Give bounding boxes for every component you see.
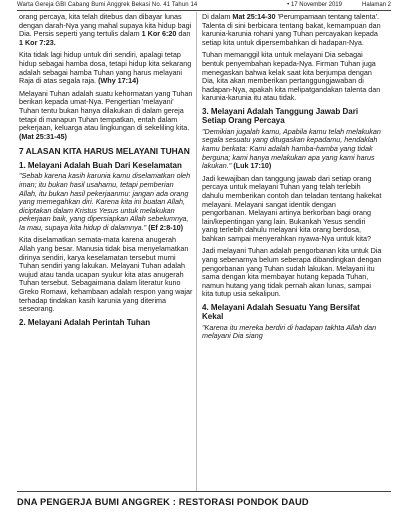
scripture-ref: (Mat 25:31-45) xyxy=(19,131,67,141)
paragraph xyxy=(19,90,193,142)
point-heading: 1. Melayani Adalah Buah Dari Keselamatan xyxy=(19,160,182,170)
body-text: orang percaya, kita telah ditebus dan dibayar lunas dengan darah-Nya yang mahal supaya kita hidup bagi Dia. Persis seperti yang tertulis dalam xyxy=(19,13,192,39)
scripture-ref: 1 Kor 7:23. xyxy=(19,37,56,47)
section-heading: 7 ALASAN KITA HARUS MELAYANI TUHAN xyxy=(19,146,190,157)
quote xyxy=(19,172,193,232)
body-text: Kita tidak lagi hidup untuk diri sendiri, apalagi tetap hidup sebagai hamba dosa, tetapi hidup kita sekarang adalah sebagai hamba Tuhan yang harus melayani Raja di atas segala raja. xyxy=(19,50,192,86)
body-text: 'Perumpamaan tentang talenta'. Talenta di sini berbicara tentang bakat, kemampuan dan karunia-karunia rohani yang Tuhan percayakan kepada setiap kita untuk dipersembahkan di hadapan-Nya. xyxy=(202,13,381,47)
point-heading: 2. Melayani Adalah Perintah Tuhan xyxy=(19,317,151,327)
page-header xyxy=(17,0,391,11)
scripture-ref: (Ef 2:8-10) xyxy=(148,222,183,232)
quote xyxy=(202,324,382,341)
column-divider xyxy=(196,12,197,492)
paragraph: Tuhan memanggil kita untuk melayani Dia sebagai bentuk penyembahan kepada-Nya. Firman Tuhan juga menegaskan bahwa kelak saat kita berjumpa dengan Dia, kita akan memberikan pertanggungjawaban di hadapan-Nya, apakah kita melipatgandakan talenta dan karunia-karunia itu atau tidak. xyxy=(202,50,381,103)
paragraph: Jadi kewajiban dan tanggung jawab dari setiap orang percaya untuk melayani Tuhan yang telah terlebih dahulu memberikan contoh dan teladan tentang hakekat melayani. Melayani sangat identik dengan pengorbanan. Melayani artinya berkorban bagi orang lain/kepentingan yang lain. Bukankah Yesus sendiri yang terlebih dahulu melayani kita orang berdosa, bahkan sampai menyerahkan nyawa-Nya untuk kita? xyxy=(202,173,382,243)
body-text: Melayani Tuhan adalah suatu kehormatan yang Tuhan berikan kepada umat-Nya. Pengertian 'melayani' Tuhan tentu bukan hanya dilakukan di dalam gereja tetapi di manapun Tuhan tempatkan, entah dalam pekerjaan, keluarga atau lingkungan di sekeliling kita. xyxy=(19,88,193,133)
page-footer: DNA PENGERJA BUMI ANGGREK : RESTORASI PONDOK DAUD xyxy=(17,497,309,507)
paragraph xyxy=(19,51,193,85)
point-heading: 3. Melayani Adalah Tanggung Jawab Dari Setiap Orang Percaya xyxy=(202,106,359,126)
footer-rule xyxy=(17,491,391,492)
quote-text: "Demikian jugalah kamu, Apabila kamu telah melakukan segala sesuatu yang ditugaskan kepadamu, hendaklah kamu berkata: Kami adalah hamba-hamba yang tidak berguna; kami hanya melakukan apa yang kami harus lakukan." xyxy=(202,126,381,171)
header-bullet: • xyxy=(287,2,290,8)
issue-date: 17 November 2019 xyxy=(290,2,342,8)
newsletter-title: Warta Gereja GBI Cabang Bumi Anggrek Bekasi No. 41 Tahun 14 xyxy=(17,2,198,8)
paragraph xyxy=(202,13,382,47)
quote xyxy=(202,128,382,171)
header-date xyxy=(287,0,342,10)
page-number: Halaman 2 xyxy=(361,2,391,8)
body-text: Di dalam xyxy=(202,13,231,21)
quote-text: "Sebab karena kasih karunia kamu diselamatkan oleh iman; itu bukan hasil usahamu, tetapi pemberian Allah, itu bukan hasil pekerjaanmu: jangan ada orang yang memegahkan diri. Karena kita ini buatan Allah, diciptakan dalam Kristus Yesus untuk melakukan pekerjaan baik, yang dipersiapkan Allah sebelumnya, Ia mau, supaya kita hidup di dalamnya." xyxy=(19,171,191,232)
right-column xyxy=(202,13,382,488)
scripture-ref: Mat 25:14-30 xyxy=(232,13,276,21)
quote-text: "Karena itu mereka berdiri di hadapan takhta Allah dan melayani Dia siang xyxy=(202,322,377,341)
paragraph: Kita diselamatkan semata-mata karena anugerah Allah yang besar. Manusia tidak bisa menyelamatkan dirinya sendiri, karya keselamatan tersebut murni Tuhan sendiri yang lakukan. Melayani Tuhan adalah wujud atau tanda ucapan syukur kita atas anugerah Tuhan tersebut. Sebagaimana dalam literatur kuno Greko Romawi, kehambaan adalah respon yang wajar terhadap tindakan kasih karunia yang diterima seseorang. xyxy=(19,235,193,314)
scripture-ref: 1 Kor 6:20 xyxy=(141,29,177,39)
paragraph xyxy=(19,13,193,47)
scripture-ref: (Luk 17:10) xyxy=(233,161,272,171)
paragraph: Jadi melayani Tuhan adalah pengorbanan kita untuk Dia yang sebenarnya belum seberapa dibandingkan dengan pengorbanan yang Tuhan sudah lakukan. Melayani itu sama dengan kita membayar hutang kepada Tuhan, namun hutang yang tidak pernah akan lunas, sampai kita tutup usia sekalipun. xyxy=(202,246,382,299)
scripture-ref: (Why 17:14) xyxy=(98,76,139,86)
point-heading: 4. Melayani Adalah Sesuatu Yang Bersifat Kekal xyxy=(202,303,360,322)
left-column xyxy=(19,13,193,488)
body-text: dan xyxy=(178,29,191,39)
